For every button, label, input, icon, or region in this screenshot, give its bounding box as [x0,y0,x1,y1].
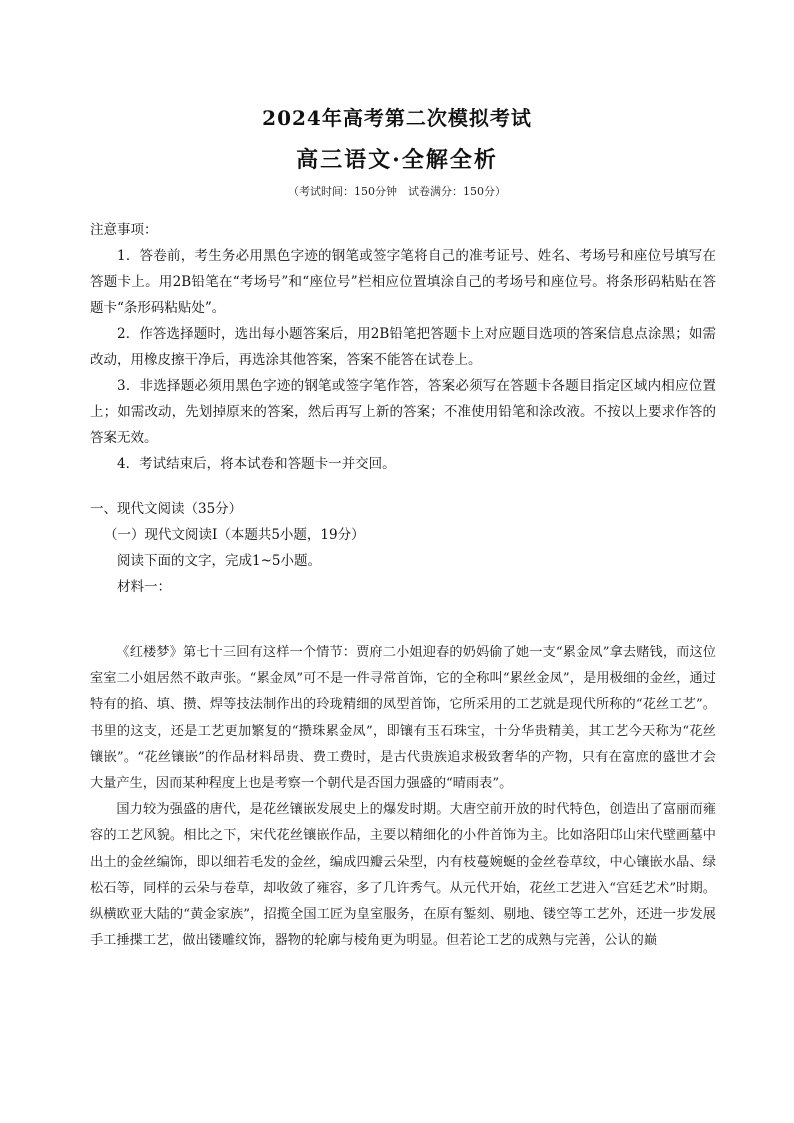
reading-instruction: 阅读下面的文字，完成1~5小题。 [117,553,321,569]
notes-item-2: 2．作答选择题时，选出每小题答案后，用2B铅笔把答题卡上对应题目选项的答案信息点涂黑；如需改动，用橡皮擦干净后，再选涂其他答案，答案不能答在试卷上。 [90,326,716,368]
material-paragraph-1: 《红楼梦》第七十三回有这样一个情节：贾府二小姐迎春的奶妈偷了她一支“累金凤”拿去赌钱，而这位室室二小姐居然不敢声张。“累金凤”可不是一件寻常首饰，它的全称叫“累丝金凤”，是用极细的金丝，通过特有的掐、填、攒、焊等技法制作出的玲珑精细的凤型首饰，它所采用的工艺就是现代所称的“花丝工艺”。书里的这支，还是工艺更加繁复的“攒珠累金凤”，即镶有玉石珠宝，十分华贵精美，其工艺今天称为“花丝镶嵌”。“花丝镶嵌”的作品材料昂贵、费工费时，是古代贵族追求极致奢华的产物，只有在富庶的盛世才会大量产生，因而某种程度上也是考察一个朝代是否国力强盛的“晴雨表”。 [90,645,716,792]
notes-block [90,217,716,477]
subsection-title: （一）现代文阅读Ⅰ（本题共5小题，19分） [104,527,365,543]
section-title: 一、现代文阅读（35分） [90,501,243,517]
material-text [90,640,716,954]
notes-item-4: 4．考试结束后，将本试卷和答题卡一并交回。 [117,456,396,472]
material-paragraph-2: 国力较为强盛的唐代，是花丝镶嵌发展史上的爆发时期。大唐空前开放的时代特色，创造出了富丽而雍容的工艺风貌。相比之下，宋代花丝镶嵌作品，主要以精细化的小件首饰为主。比如洛阳邙山宋代壁画墓中出土的金丝编饰，即以细若毛发的金丝，编成四瓣云朵型，内有枝蔓婉蜒的金丝卷草纹，中心镶嵌水晶、绿松石等，同样的云朵与卷草，却收敛了雍容，多了几许秀气。从元代开始，花丝工艺进入“宫廷艺术”时期。纵横欧亚大陆的“黄金家族”，招揽全国工匠为皇室服务，在原有錾刻、剔地、镂空等工艺外，还进一步发展手工捶揲工艺，做出镂雕纹饰，器物的轮廓与棱角更为明显。但若论工艺的成熟与完善，公认的巅 [90,802,716,949]
exam-info: （考试时间：150分钟 试卷满分：150分） [288,185,506,198]
notes-item-3: 3．非选择题必须用黑色字迹的钢笔或签字笔作答，答案必须写在答题卡各题目指定区域内相应位置上；如需改动，先划掉原来的答案，然后再写上新的答案；不准使用铅笔和涂改液。不按以上要求作答的答案无效。 [90,378,716,446]
material-label: 材料一： [117,579,171,595]
notes-heading: 注意事项： [90,222,158,238]
exam-title: 2024年高考第二次模拟考试 [262,106,532,130]
notes-item-1: 1．答卷前，考生务必用黑色字迹的钢笔或签字笔将自己的准考证号、姓名、考场号和座位号填写在答题卡上。用2B铅笔在“考场号”和“座位号”栏相应位置填涂自己的考场号和座位号。将条形码粘贴在答题卡“条形码粘贴处”。 [90,248,716,316]
section-block [90,496,716,600]
exam-subtitle: 高三语文·全解全析 [296,147,498,173]
